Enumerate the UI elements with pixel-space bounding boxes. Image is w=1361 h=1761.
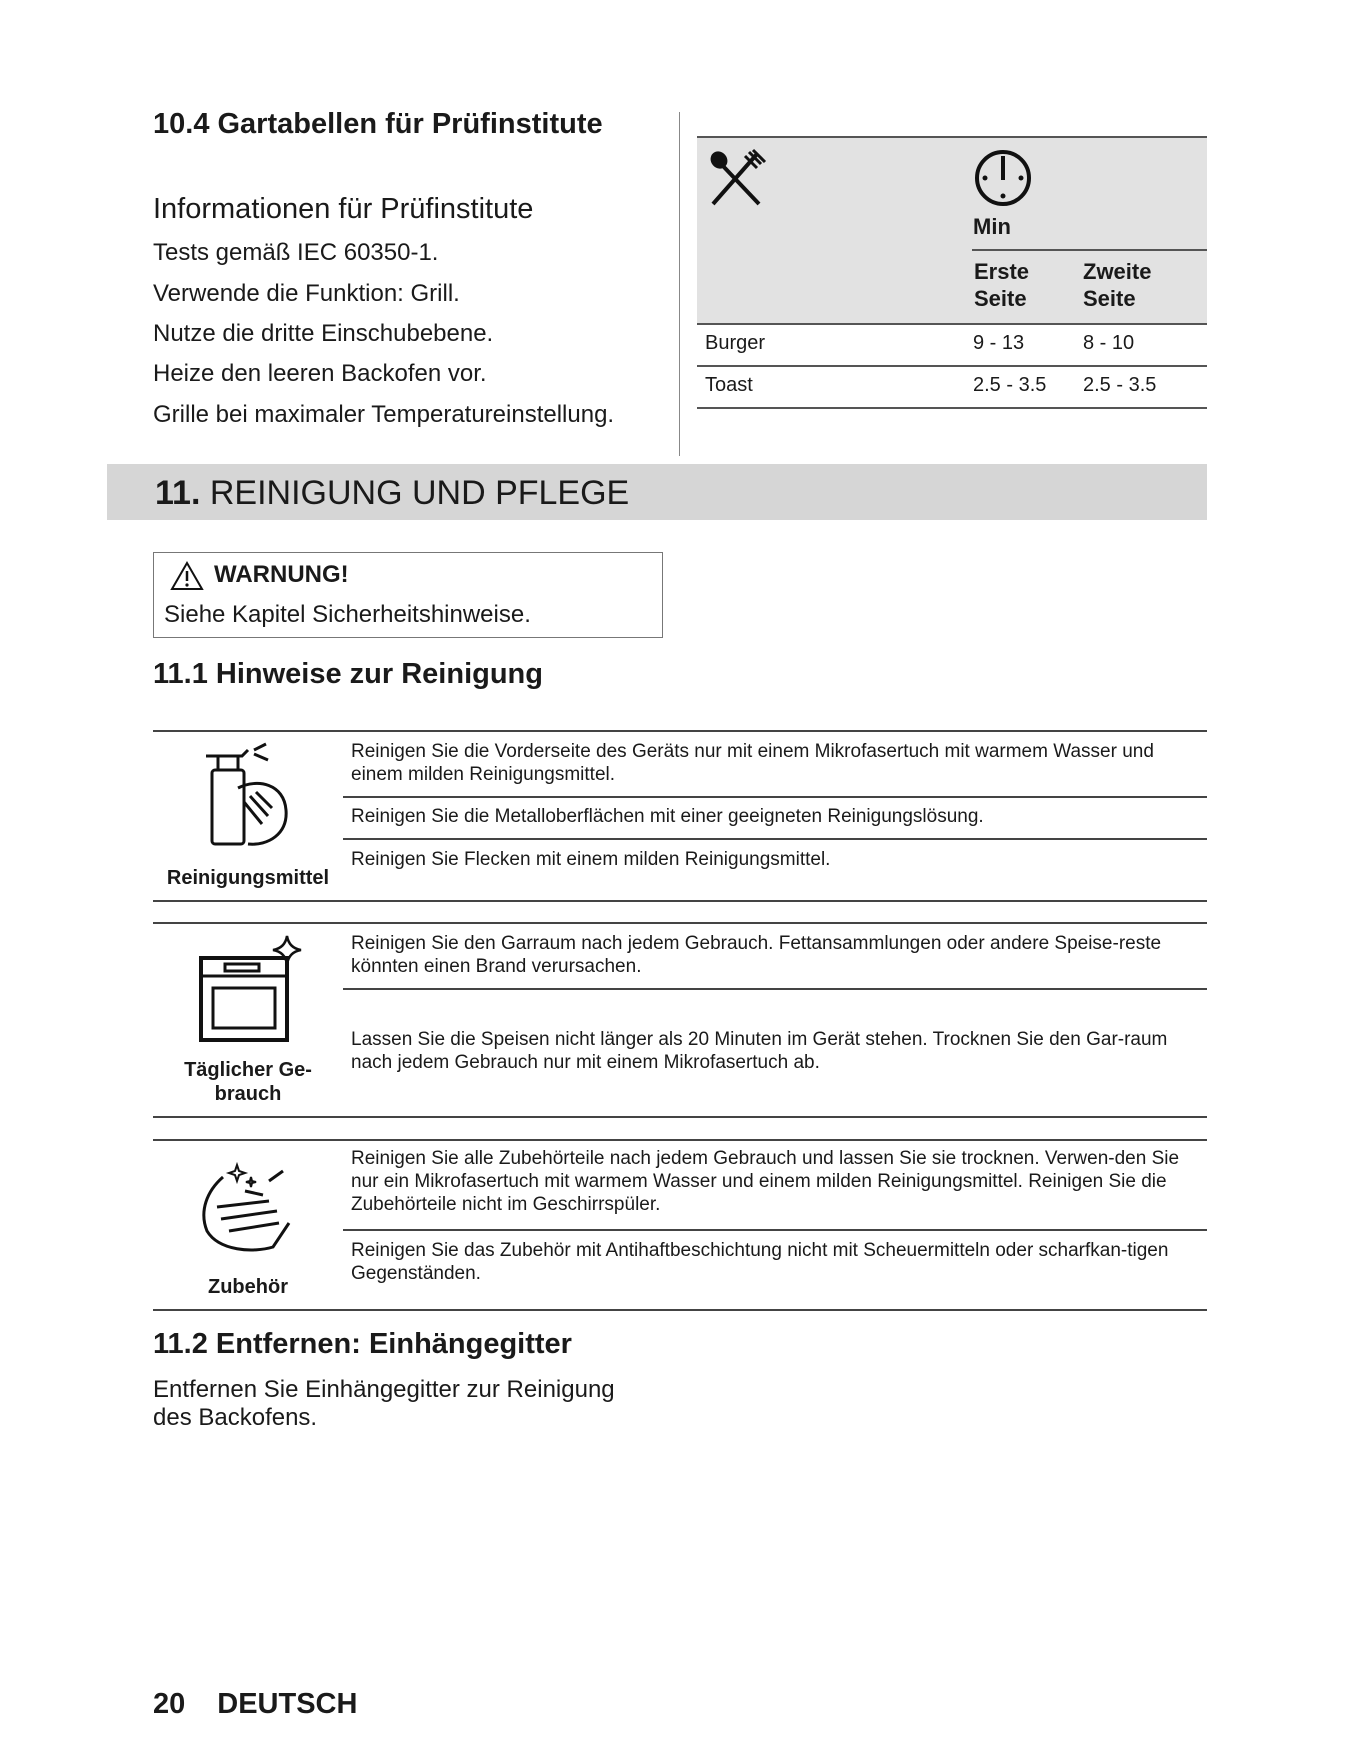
grill-cooking-table [697, 136, 1207, 409]
page-footer [153, 1688, 357, 1721]
test-info-subheading: Informationen für Prüfinstitute [153, 193, 534, 225]
warning-icon [170, 561, 204, 591]
section-11-1-heading: 11.1 Hinweise zur Reinigung [153, 658, 543, 690]
first-side-header-line: Seite [974, 286, 1027, 311]
section-11-2-text: des Backofens. [153, 1404, 318, 1431]
section-11-2-text: Entfernen Sie Einhängegitter zur Reinigung [153, 1376, 615, 1403]
cleaning-block-detergent [153, 730, 1207, 902]
section-11-title [155, 474, 629, 513]
food-cell: Burger [705, 332, 766, 354]
test-info-line: Verwende die Funktion: Grill. [153, 280, 460, 307]
first-side-header-line: Erste [974, 259, 1030, 284]
page-number: 20 [153, 1688, 186, 1720]
time-unit-label: Min [973, 214, 1011, 239]
test-info-line: Heize den leeren Backofen vor. [153, 360, 487, 387]
cleaning-instruction: Lassen Sie die Speisen nicht länger als 20 Minuten im Gerät stehen. Trocknen Sie den Gar-raum nach jedem Gebrauch nur mit einem Mikrofasertuch ab. [351, 1029, 1168, 1073]
cleaning-instruction: Reinigen Sie Flecken mit einem milden Reinigungsmittel. [351, 849, 831, 870]
table-row [697, 323, 1207, 365]
second-side-cell: 8 - 10 [1083, 332, 1135, 354]
daily-use-label [153, 1058, 343, 1106]
cutlery-icon [705, 148, 767, 210]
section-11-2-heading: 11.2 Entfernen: Einhängegitter [153, 1328, 572, 1360]
cleaning-block-daily-use [153, 922, 1207, 1118]
second-side-header-line: Zweite [1083, 259, 1152, 284]
second-side-header [1083, 258, 1151, 312]
cleaning-instruction: Reinigen Sie das Zubehör mit Antihaftbeschichtung nicht mit Scheuermitteln oder scharfkan-tigen Gegenständen. [351, 1240, 1169, 1284]
food-cell: Toast [705, 374, 753, 396]
cleaning-block-accessories [153, 1139, 1207, 1311]
column-divider [679, 112, 680, 456]
clock-icon [973, 148, 1033, 208]
footer-language: DEUTSCH [217, 1688, 358, 1720]
oven-icon [195, 934, 305, 1044]
test-info-line: Nutze die dritte Einschubebene. [153, 320, 494, 347]
test-info-line: Grille bei maximaler Temperatureinstellung. [153, 401, 615, 428]
spray-cleaner-icon [198, 742, 298, 852]
cleaning-instruction: Reinigen Sie alle Zubehörteile nach jedem Gebrauch und lassen Sie sie trocknen. Verwen-den Sie nur ein Mikrofasertuch mit warmem Wasser und einem milden Reinigungsmittel. Reinigen Sie die Zubehörteile nicht im Geschirrspüler. [351, 1148, 1180, 1215]
first-side-cell: 9 - 13 [973, 332, 1025, 354]
daily-use-label-line: Täglicher Ge- [184, 1059, 312, 1081]
section-title-text: REINIGUNG UND PFLEGE [209, 474, 630, 512]
hand-wipe-icon [193, 1161, 303, 1261]
warning-title: WARNUNG! [214, 561, 349, 588]
test-info-line: Tests gemäß IEC 60350-1. [153, 239, 439, 266]
accessories-label: Zubehör [208, 1276, 288, 1298]
cleaning-instruction: Reinigen Sie die Vorderseite des Geräts nur mit einem Mikrofasertuch mit warmem Wasser und einem milden Reinigungsmittel. [351, 741, 1154, 785]
table-header [697, 136, 1207, 323]
table-row [697, 365, 1207, 409]
warning-box [153, 552, 663, 638]
cleaning-instruction: Reinigen Sie den Garraum nach jedem Gebrauch. Fettansammlungen oder andere Speise-reste könnten einen Brand verursachen. [351, 933, 1162, 977]
section-number: 11. [155, 474, 201, 512]
warning-text: Siehe Kapitel Sicherheitshinweise. [164, 601, 531, 628]
second-side-cell: 2.5 - 3.5 [1083, 374, 1157, 396]
section-11-banner [107, 464, 1207, 520]
first-side-cell: 2.5 - 3.5 [973, 374, 1047, 396]
cleaning-instruction: Reinigen Sie die Metalloberflächen mit einer geeigneten Reinigungslösung. [351, 806, 984, 827]
section-10-4-heading: 10.4 Gartabellen für Prüfinstitute [153, 108, 603, 140]
first-side-header [974, 258, 1029, 312]
detergent-label: Reinigungsmittel [166, 867, 330, 889]
daily-use-label-line: brauch [214, 1083, 282, 1105]
second-side-header-line: Seite [1083, 286, 1136, 311]
